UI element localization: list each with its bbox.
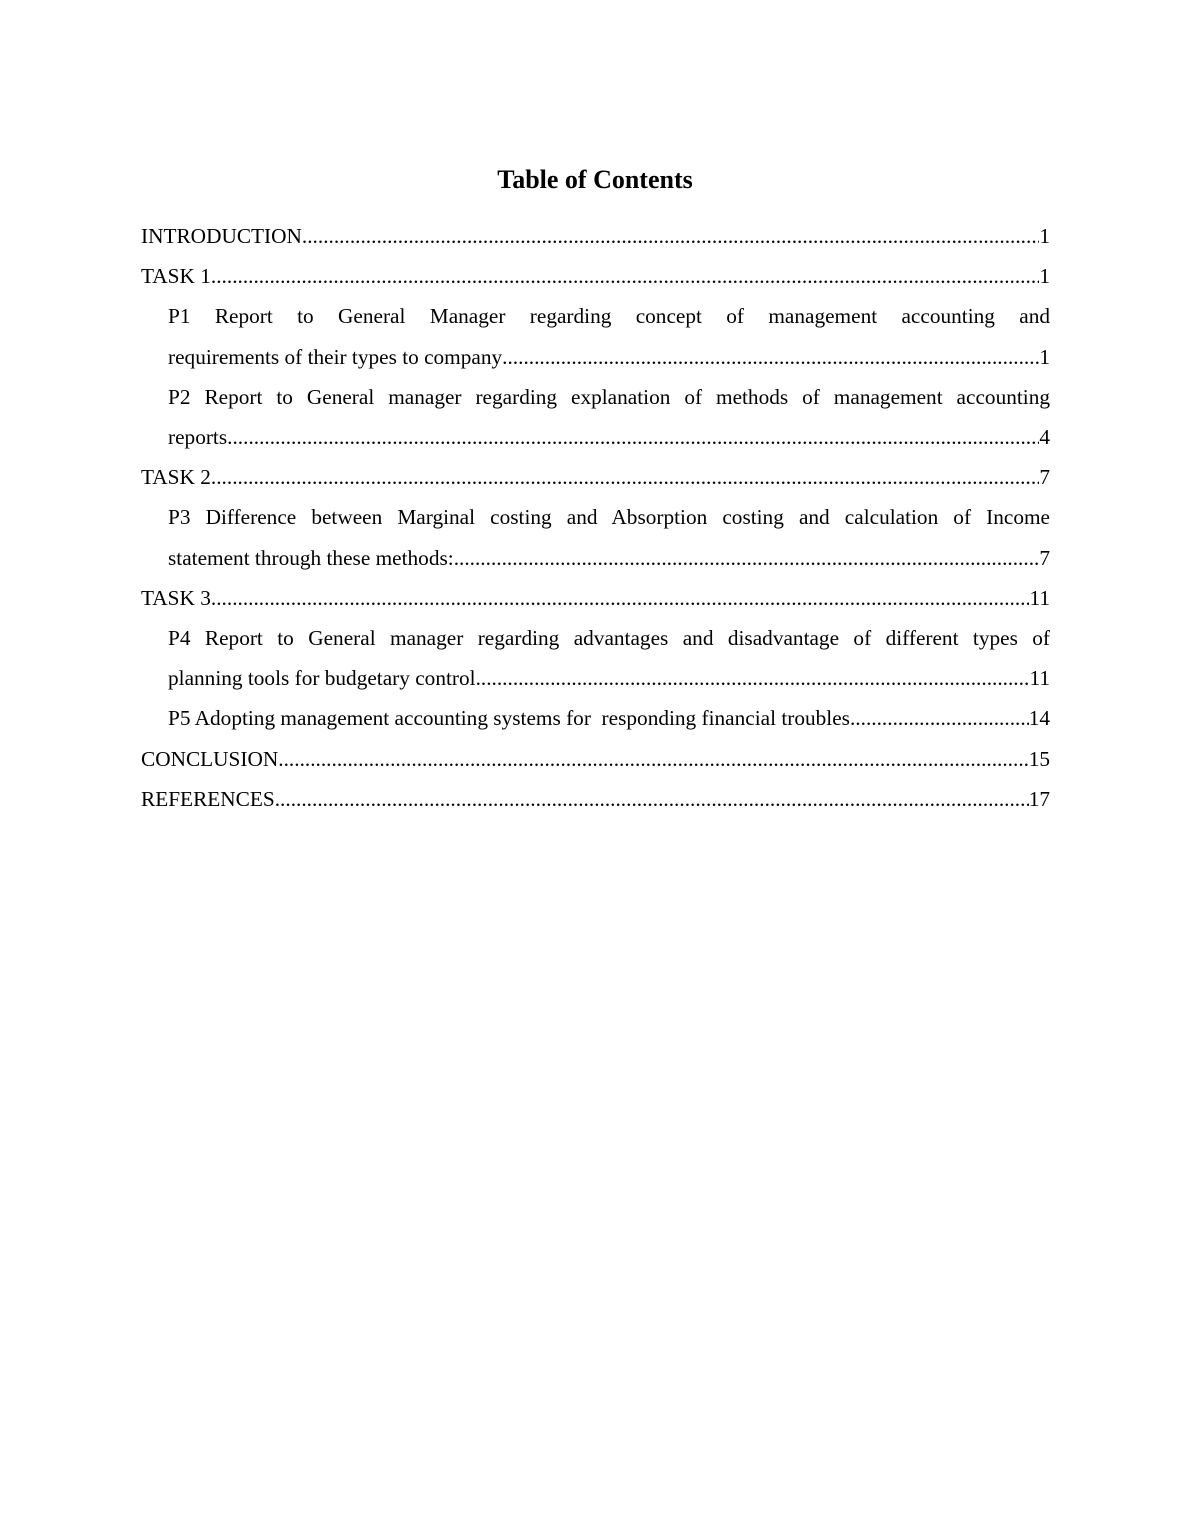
toc-entry-label: INTRODUCTION [141, 224, 302, 248]
dot-leader [454, 538, 1040, 578]
toc-entry-label: TASK 3 [141, 585, 211, 610]
toc-entry-p5[interactable] [168, 698, 1050, 738]
toc-page-number: 7 [1039, 545, 1050, 570]
dot-leader [275, 779, 1029, 819]
toc-entry-line [168, 337, 1050, 377]
toc-entry-conclusion[interactable] [141, 739, 1050, 779]
toc-entry-label: REFERENCES [141, 786, 275, 811]
page-title: Table of Contents [497, 165, 693, 194]
toc-entry-line [168, 658, 1050, 698]
toc-entry-introduction[interactable] [141, 216, 1050, 256]
toc-page-number: 11 [1029, 666, 1050, 691]
toc-entry-task-2[interactable] [141, 457, 1050, 497]
dot-leader [227, 417, 1039, 457]
toc-page-number: 1 [1039, 264, 1050, 289]
toc-entry-task-3[interactable] [141, 578, 1050, 618]
toc-entry-line [141, 739, 1050, 779]
toc-entry-line [141, 578, 1050, 618]
toc-entry-label: planning tools for budgetary control [168, 666, 476, 691]
toc-page-number: 11 [1029, 585, 1050, 610]
toc-entry-task-1[interactable] [141, 256, 1050, 296]
toc-entry-label: requirements of their types to company [168, 344, 503, 369]
toc-page-number: 1 [1039, 344, 1050, 369]
toc-entry-references[interactable] [141, 779, 1050, 819]
toc-page-number: 17 [1028, 786, 1050, 811]
toc-page-number: 15 [1028, 746, 1050, 771]
toc-entry-label: statement through these methods: [168, 545, 454, 570]
dot-leader [211, 457, 1039, 497]
toc-entry-p4[interactable] [168, 618, 1050, 698]
dot-leader [302, 216, 1039, 256]
toc-entry-line [141, 457, 1050, 497]
dot-leader [211, 256, 1039, 296]
toc-entry-p1[interactable] [168, 296, 1050, 376]
table-of-contents [141, 216, 1050, 819]
toc-entry-label-lead: P1 Report to General Manager regarding concept of management accounting and [168, 304, 1050, 329]
toc-entry-label: P5 Adopting management accounting systems for responding financial troubles [168, 706, 850, 731]
toc-entry-label-lead: P2 Report to General manager regarding explanation of methods of management accounting [168, 384, 1050, 409]
toc-entry-line [168, 417, 1050, 457]
toc-entry-p2[interactable] [168, 377, 1050, 457]
toc-entry-line [141, 256, 1050, 296]
toc-entry-label-lead: P3 Difference between Marginal costing and Absorption costing and calculation of Income [168, 505, 1050, 530]
dot-leader [278, 739, 1028, 779]
toc-entry-line [141, 779, 1050, 819]
toc-page-number: 1 [1039, 224, 1050, 248]
toc-entry-label-lead: P4 Report to General manager regarding advantages and disadvantage of different types of [168, 626, 1050, 651]
toc-entry-line [141, 216, 1050, 256]
toc-entry-label: CONCLUSION [141, 746, 279, 771]
toc-entry-label: reports [168, 425, 228, 450]
toc-entry-label: TASK 2 [141, 465, 211, 490]
dot-leader [211, 578, 1030, 618]
toc-page-number: 4 [1039, 425, 1050, 450]
toc-page-number: 7 [1039, 465, 1050, 490]
dot-leader [850, 698, 1029, 738]
toc-page-number: 14 [1028, 706, 1050, 731]
dot-leader [502, 337, 1039, 377]
toc-entry-line [168, 698, 1050, 738]
toc-entry-label: TASK 1 [141, 264, 211, 289]
toc-entry-p3[interactable] [168, 497, 1050, 577]
dot-leader [476, 658, 1030, 698]
toc-entry-line [168, 538, 1050, 578]
